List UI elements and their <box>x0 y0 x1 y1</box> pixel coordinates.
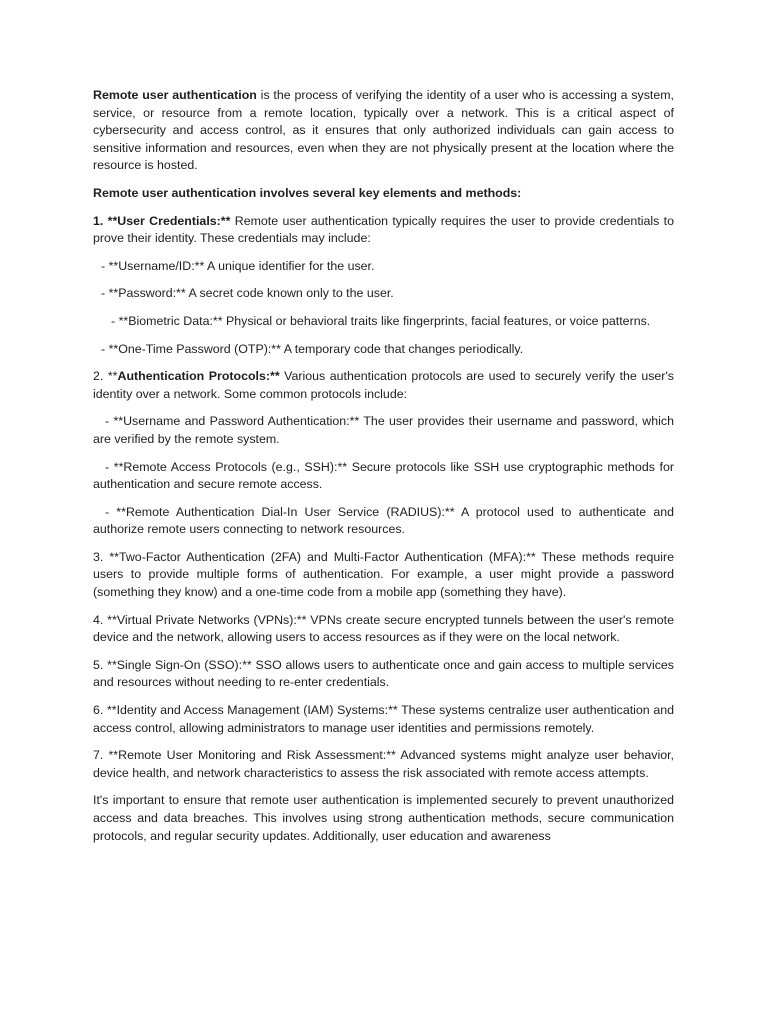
item-7: 7. **Remote User Monitoring and Risk Assessment:** Advanced systems might analyze user behavior, device health, and network characteristics to assess the risk associated with remote access attempts. <box>93 748 674 780</box>
item-4: 4. **Virtual Private Networks (VPNs):** VPNs create secure encrypted tunnels between the user's remote device and the network, allowing users to access resources as if they were on the local network. <box>93 612 674 645</box>
item-2-text: Various authentication protocols are used to securely verify the user's identity over a network. Some common protocols include: <box>93 369 674 401</box>
section-heading: Remote user authentication involves several key elements and methods: <box>93 185 522 200</box>
intro-text: is the process of verifying the identity of a user who is accessing a system, service, or resource from a remote location, typically over a network. This is a critical aspect of cybersecurity and access control, as it ensures that only authorized individuals can gain access to sensitive information and resources, even when they are not physically present at the location where the resource is hosted. <box>93 88 675 173</box>
intro-paragraph <box>93 87 674 175</box>
sub-item-biometric: - **Biometric Data:** Physical or behavioral traits like fingerprints, facial features, or voice patterns. <box>111 313 651 328</box>
item-2-lead: Authentication Protocols:** <box>117 369 280 384</box>
sub-item-password: - **Password:** A secret code known only to the user. <box>101 286 394 301</box>
item-5: 5. **Single Sign-On (SSO):** SSO allows users to authenticate once and gain access to multiple services and resources without needing to re-enter credentials. <box>93 657 674 690</box>
item-1-lead: 1. **User Credentials:** <box>93 213 231 228</box>
item-2 <box>93 368 674 403</box>
document-page <box>93 87 674 855</box>
item-1 <box>93 213 674 248</box>
item-1-text: Remote user authentication typically requires the user to provide credentials to prove their identity. These credentials may include: <box>93 213 675 246</box>
sub-item-remote-access-protocols: - **Remote Access Protocols (e.g., SSH):** Secure protocols like SSH use cryptographic methods for authentication and secure remote access. <box>93 459 674 492</box>
item-3: 3. **Two-Factor Authentication (2FA) and Multi-Factor Authentication (MFA):** These methods require users to provide multiple forms of authentication. For example, a user might provide a password (something they know) and a one-time code from a mobile app (something they have). <box>93 549 674 600</box>
item-6: 6. **Identity and Access Management (IAM) Systems:** These systems centralize user authentication and access control, allowing administrators to manage user identities and permissions remotely. <box>93 703 674 735</box>
sub-item-otp: - **One-Time Password (OTP):** A temporary code that changes periodically. <box>101 341 524 356</box>
item-2-prefix: 2. ** <box>93 369 118 384</box>
closing-paragraph: It's important to ensure that remote user authentication is implemented securely to prevent unauthorized access and data breaches. This involves using strong authentication methods, secure communication protocols, and regular security updates. Additionally, user education and awareness <box>93 793 674 843</box>
sub-item-username: - **Username/ID:** A unique identifier for the user. <box>101 258 375 273</box>
intro-bold-lead: Remote user authentication <box>93 88 257 102</box>
sub-item-radius: - **Remote Authentication Dial-In User Service (RADIUS):** A protocol used to authenticate and authorize remote users connecting to network resources. <box>93 504 674 537</box>
sub-item-username-password-auth: - **Username and Password Authentication:** The user provides their username and password, which are verified by the remote system. <box>93 414 674 446</box>
